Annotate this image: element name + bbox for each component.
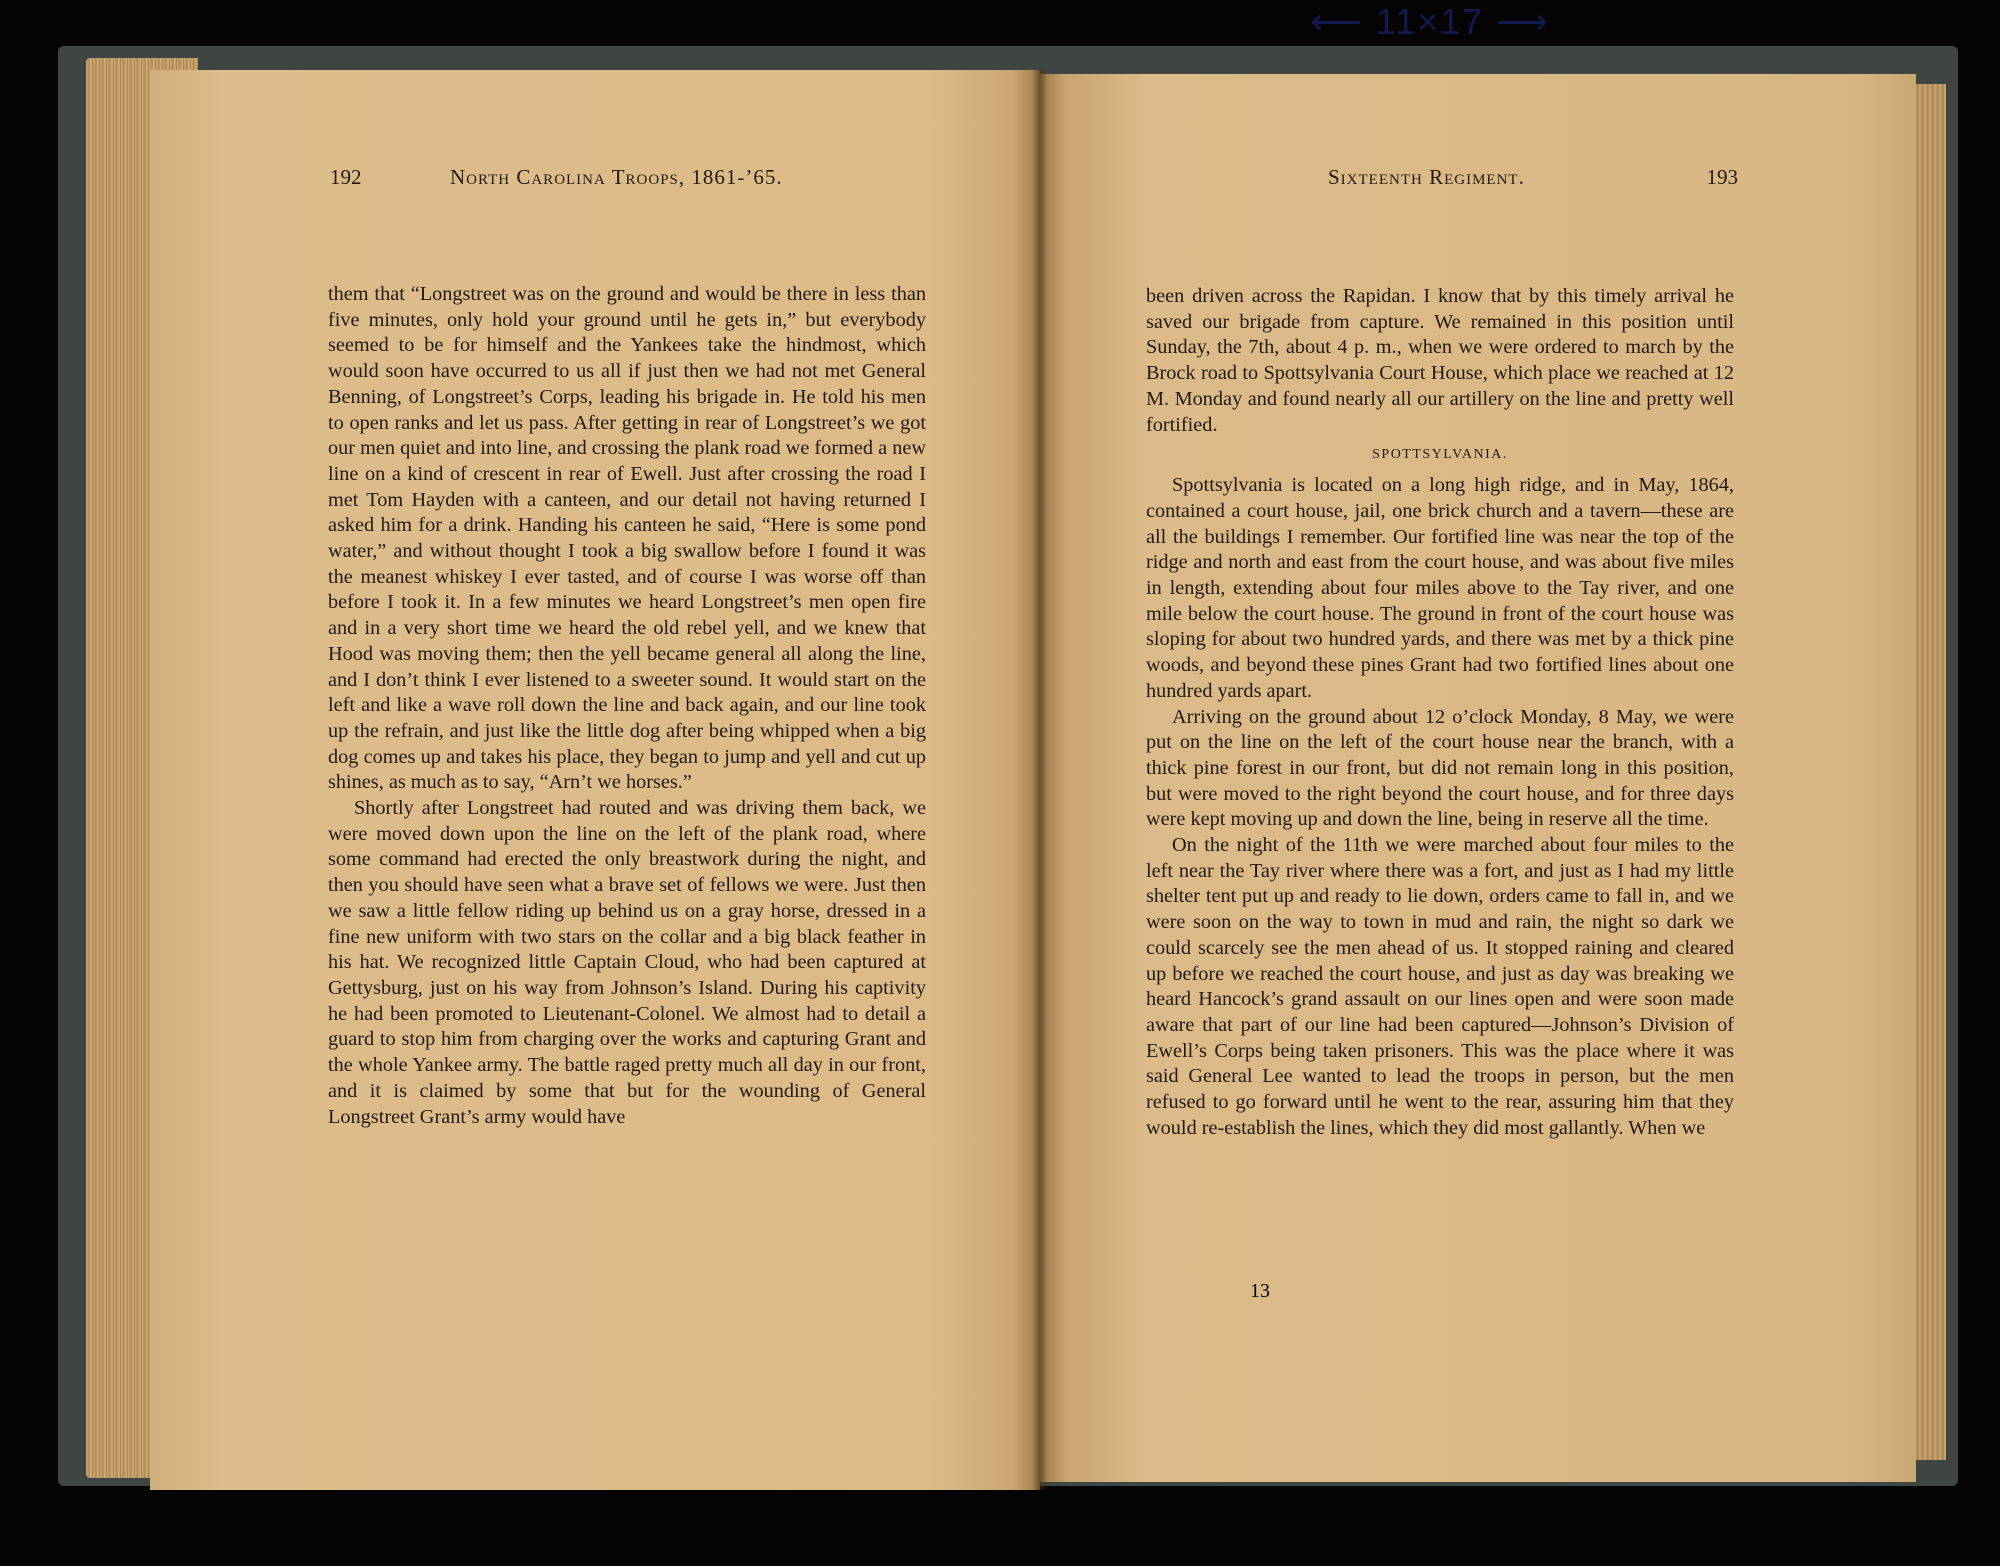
right-paragraph-1: Spottsylvania is located on a long high ridge, and in May, 1864, contained a court house, jail, one brick church and a tavern—these are all the buildings I remember. Our fortified line was near the top of the ridge and north and east from the court house, and was about five miles in length, extending about four miles above to the Tay river, and one mile below the court house. The ground in front of the court house was sloping for about two hundred yards, and there was met by a thick pine woods, and beyond these pines Grant had two fortified lines about one hundred yards apart. <box>1146 474 1734 702</box>
right-running-head: Sixteenth Regiment. <box>1328 165 1525 189</box>
right-paragraph-3: On the night of the 11th we were marched about four miles to the left near the Tay river where there was a fort, and just as I had my little shelter tent put up and ready to lie down, orders came to fall in, and we were soon on the way to town in mud and rain, the night so dark we could scarcely see the men ahead of us. It stopped raining and cleared up before we reached the court house, and just as day was breaking we heard Hancock’s grand assault on our lines open and were soon made aware that part of our line had been captured—Johnson’s Division of Ewell’s Corps being taken prisoners. This was the place where it was said General Lee wanted to lead the troops in person, but the men refused to go forward until he went to the rear, assuring him that they would re-establish the lines, which they did most gallantly. When we <box>1146 834 1734 1139</box>
signature-mark: 13 <box>1250 1280 1270 1302</box>
left-running-head: North Carolina Troops, 1861-’65. <box>450 165 783 189</box>
left-page-header <box>330 162 930 192</box>
section-heading: SPOTTSYLVANIA. <box>1372 447 1508 463</box>
right-paragraph-2: Arriving on the ground about 12 o’clock Monday, 8 May, we were put on the line on the left of the court house near the branch, with a thick pine forest in our front, but did not remain long in this position, but were moved to the right beyond the court house, and for three days were kept moving up and down the line, being in reserve all the time. <box>1146 705 1734 831</box>
right-page-number: 193 <box>1706 165 1738 189</box>
right-intro-paragraph: been driven across the Rapidan. I know that by this timely arrival he saved our brigade from capture. We remained in this position until Sunday, the 7th, about 4 p. m., when we were ordered to march by the Brock road to Spottsylvania Court House, which place we reached at 12 M. Monday and found nearly all our artillery on the line and pretty well fortified. <box>1146 285 1734 436</box>
scan-size-marker: ⟵ 11×17 ⟶ <box>1310 1 1550 42</box>
left-page-body <box>328 282 926 1130</box>
left-paragraph-2: Shortly after Longstreet had routed and was driving them back, we were moved down upon the line on the left of the plank road, where some command had erected the only breastwork during the night, and then you should have seen what a brave set of fellows we were. Just then we saw a little fellow riding up behind us on a gray horse, dressed in a fine new uniform with two stars on the collar and a big black feather in his hat. We recognized little Captain Cloud, who had been captured at Gettysburg, just on his way from Johnson’s Island. During his captivity he had been promoted to Lieutenant-Colonel. We almost had to detail a guard to stop him from charging over the works and capturing Grant and the whole Yankee army. The battle raged pretty much all day in our front, and it is claimed by some that but for the wounding of General Longstreet Grant’s army would have <box>328 797 926 1128</box>
right-page-header <box>1148 162 1738 192</box>
right-page-body <box>1146 284 1734 1142</box>
left-paragraph-1: them that “Longstreet was on the ground and would be there in less than five minutes, only hold your ground until he gets in,” but everybody seemed to be for himself and the Yankees take the hindmost, which would soon have occurred to us all if just then we had not met General Benning, of Longstreet’s Corps, leading his brigade in. He told his men to open ranks and let us pass. After getting in rear of Longstreet’s we got our men quiet and into line, and crossing the plank road we formed a new line on a kind of crescent in rear of Ewell. Just after crossing the road I met Tom Hayden with a canteen, and our detail not having returned I asked him for a drink. Handing his canteen he said, “Here is some pond water,” and without thought I took a big swallow before I found it was the meanest whiskey I ever tasted, and of course I was worse off than before I took it. In a few minutes we heard Longstreet’s men open fire and in a very short time we heard the old rebel yell, and we knew that Hood was moving them; then the yell became general all along the line, and I don’t think I ever listened to a sweeter sound. It would start on the left and like a wave roll down the line and back again, and our line took up the refrain, and just like the little dog after being whipped when a big dog comes up and takes his place, they began to jump and yell and cut up shines, as much as to say, “Arn’t we horses.” <box>328 283 926 794</box>
left-page-number: 192 <box>330 165 362 189</box>
book-gutter <box>1032 70 1048 1490</box>
